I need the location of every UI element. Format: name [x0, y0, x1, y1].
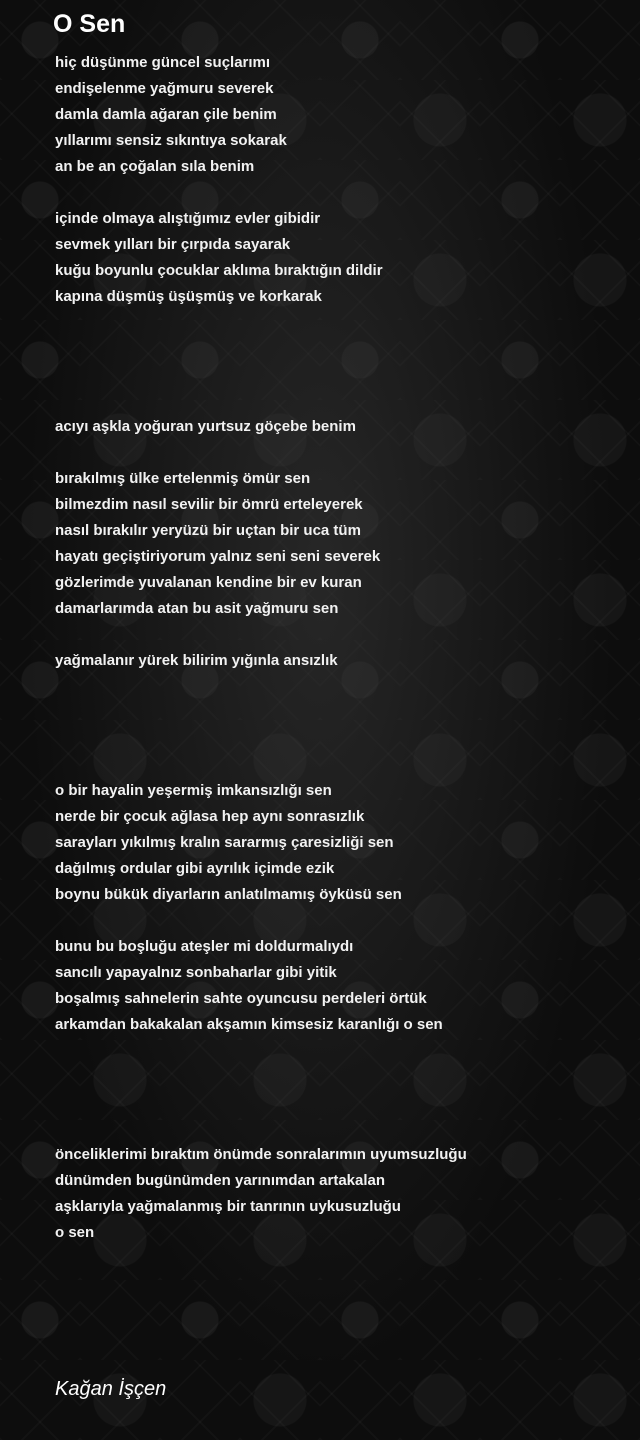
poem-line: hiç düşünme güncel suçlarımı	[55, 54, 271, 71]
poem-line	[55, 622, 615, 648]
poem-line: o sen	[55, 1224, 95, 1241]
poem-line: bilmezdim nasıl sevilir bir ömrü erteleyerek	[55, 496, 363, 513]
poem-line: önceliklerimi bıraktım önümde sonralarımın uyumsuzluğu	[55, 1146, 467, 1163]
poem-line	[55, 440, 615, 466]
poem-line	[55, 336, 615, 362]
poem-body	[55, 50, 615, 1246]
poem-line: nerde bir çocuk ağlasa hep aynı sonrasızlık	[55, 808, 365, 825]
poem-line	[55, 700, 615, 726]
poem-line	[55, 674, 615, 700]
poem-line: kuğu boyunlu çocuklar aklıma bıraktığın dildir	[55, 262, 383, 279]
poem-line: yağmalanır yürek bilirim yığınla ansızlık	[55, 652, 338, 669]
poem-line	[55, 1090, 615, 1116]
poem-line: boşalmış sahnelerin sahte oyuncusu perdeleri örtük	[55, 990, 427, 1007]
poem-line: nasıl bırakılır yeryüzü bir uçtan bir uca tüm	[55, 522, 361, 539]
poem-line	[55, 362, 615, 388]
poem-line: endişelenme yağmuru severek	[55, 80, 274, 97]
poem-line: dağılmış ordular gibi ayrılık içimde ezik	[55, 860, 335, 877]
poem-line	[55, 1116, 615, 1142]
poem-line: sevmek yılları bir çırpıda sayarak	[55, 236, 291, 253]
poem-line	[55, 180, 615, 206]
poem-line	[55, 726, 615, 752]
poem-line	[55, 388, 615, 414]
poem-line: boynu bükük diyarların anlatılmamış öyküsü sen	[55, 886, 402, 903]
poem-line	[55, 310, 615, 336]
poem-line: o bir hayalin yeşermiş imkansızlığı sen	[55, 782, 332, 799]
poem-line: an be an çoğalan sıla benim	[55, 158, 255, 175]
poem-line: içinde olmaya alıştığımız evler gibidir	[55, 210, 321, 227]
poem-line	[55, 752, 615, 778]
poem-line	[55, 908, 615, 934]
poem-line: damarlarımda atan bu asit yağmuru sen	[55, 600, 339, 617]
poem-line: sancılı yapayalnız sonbaharlar gibi yitik	[55, 964, 337, 981]
poem-title: O Sen	[53, 10, 126, 38]
poem-line: gözlerimde yuvalanan kendine bir ev kuran	[55, 574, 362, 591]
author-name: Kağan İşçen	[55, 1378, 167, 1400]
poem-line: hayatı geçiştiriyorum yalnız seni seni severek	[55, 548, 381, 565]
poem-line: acıyı aşkla yoğuran yurtsuz göçebe benim	[55, 418, 356, 435]
poem-line: damla damla ağaran çile benim	[55, 106, 277, 123]
poem-line	[55, 1064, 615, 1090]
poem-line: aşklarıyla yağmalanmış bir tanrının uykusuzluğu	[55, 1198, 401, 1215]
poem-line: kapına düşmüş üşüşmüş ve korkarak	[55, 288, 322, 305]
poem-line: bunu bu boşluğu ateşler mi doldurmalıydı	[55, 938, 354, 955]
poem-line: bırakılmış ülke ertelenmiş ömür sen	[55, 470, 311, 487]
poem-line: arkamdan bakakalan akşamın kimsesiz karanlığı o sen	[55, 1016, 443, 1033]
poem-line: dünümden bugünümden yarınımdan artakalan	[55, 1172, 386, 1189]
poem-line: sarayları yıkılmış kralın sararmış çaresizliği sen	[55, 834, 394, 851]
poem-line	[55, 1038, 615, 1064]
poem-line: yıllarımı sensiz sıkıntıya sokarak	[55, 132, 287, 149]
